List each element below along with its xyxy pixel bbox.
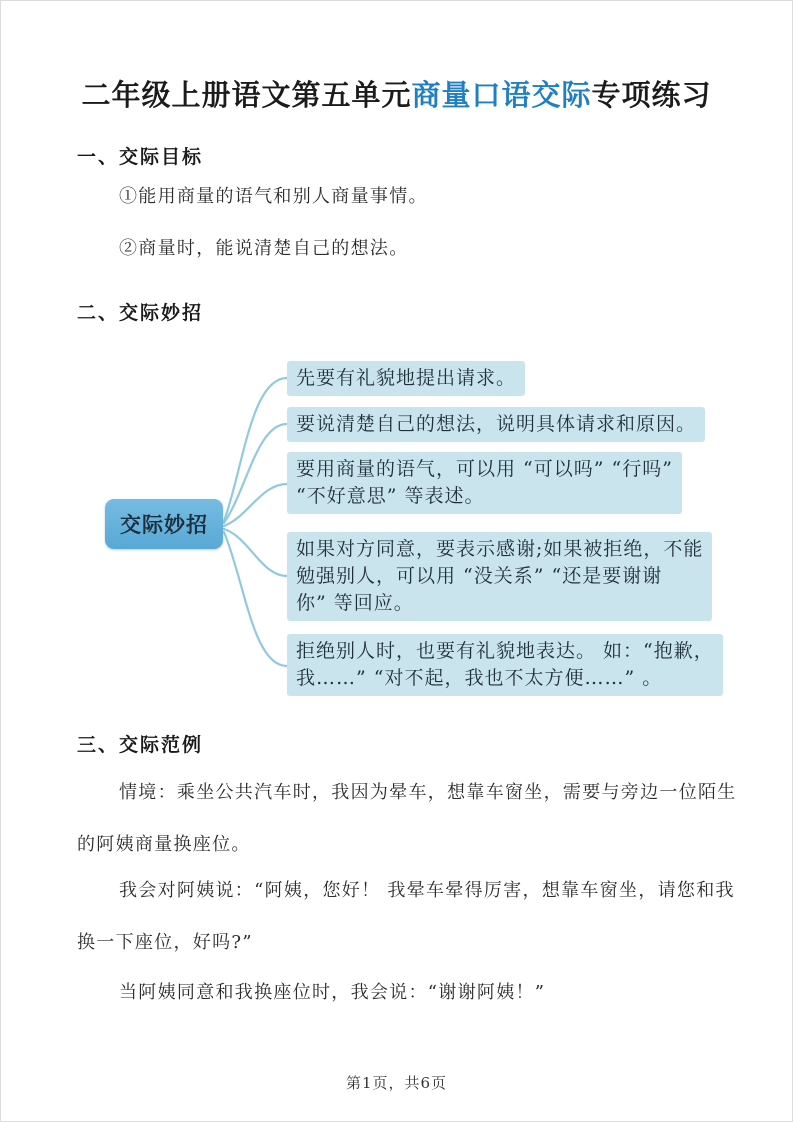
tip-text: 如果对方同意，要表示感谢;如果被拒绝，不能 (296, 538, 704, 560)
goal-item-2: ②商量时，能说清楚自己的想法。 (119, 238, 409, 259)
section-heading-tips: 二、交际妙招 (77, 303, 204, 324)
title-part2: 专项练习 (591, 80, 712, 112)
section-heading-goals: 一、交际目标 (77, 147, 204, 168)
example-dialog-line-2: 换一下座位，好吗?” (77, 932, 253, 953)
page-title (1, 73, 792, 114)
example-situation-line-1: 情境：乘坐公共汽车时，我因为晕车，想靠车窗坐，需要与旁边一位陌生 (119, 782, 737, 803)
tip-text: 拒绝别人时，也要有礼貌地表达。 如：“抱歉， (296, 640, 714, 662)
example-dialog-line-1: 我会对阿姨说：“阿姨，您好！ 我晕车晕得厉害，想靠车窗坐，请您和我 (119, 880, 735, 901)
tip-text: 要用商量的语气，可以用 “可以吗” “行吗” (296, 458, 673, 480)
page-number-footer: 第1页，共6页 (345, 1074, 448, 1092)
tip-box-5 (287, 634, 723, 696)
tip-box-2 (287, 407, 705, 442)
connector-line-2 (224, 424, 287, 523)
connector-line-4 (224, 529, 287, 576)
title-part1: 二年级上册语文第五单元 (81, 80, 412, 112)
example-situation-line-2: 的阿姨商量换座位。 (77, 834, 251, 855)
tip-box-3 (287, 452, 682, 514)
tip-text: 要说清楚自己的想法，说明具体请求和原因。 (296, 413, 697, 435)
section-heading-example: 三、交际范例 (77, 735, 204, 756)
title-highlight: 商量口语交际 (411, 80, 592, 112)
tip-text: 我……” “对不起，我也不太方便……” 。 (296, 667, 663, 689)
mindmap-diagram (77, 351, 737, 707)
connector-line-5 (224, 532, 287, 666)
tip-text: 你” 等回应。 (296, 592, 414, 614)
tip-box-1 (287, 361, 525, 396)
tip-text: 先要有礼貌地提出请求。 (296, 367, 517, 389)
tip-text: 勉强别人，可以用 “没关系” “还是要谢谢 (296, 565, 663, 587)
tip-box-4 (287, 532, 712, 621)
example-dialog-line-3: 当阿姨同意和我换座位时，我会说：“谢谢阿姨！” (119, 982, 546, 1003)
tip-text: “不好意思” 等表述。 (296, 485, 485, 507)
mindmap-center-node: 交际妙招 (105, 499, 223, 549)
goal-item-1: ①能用商量的语气和别人商量事情。 (119, 186, 428, 207)
